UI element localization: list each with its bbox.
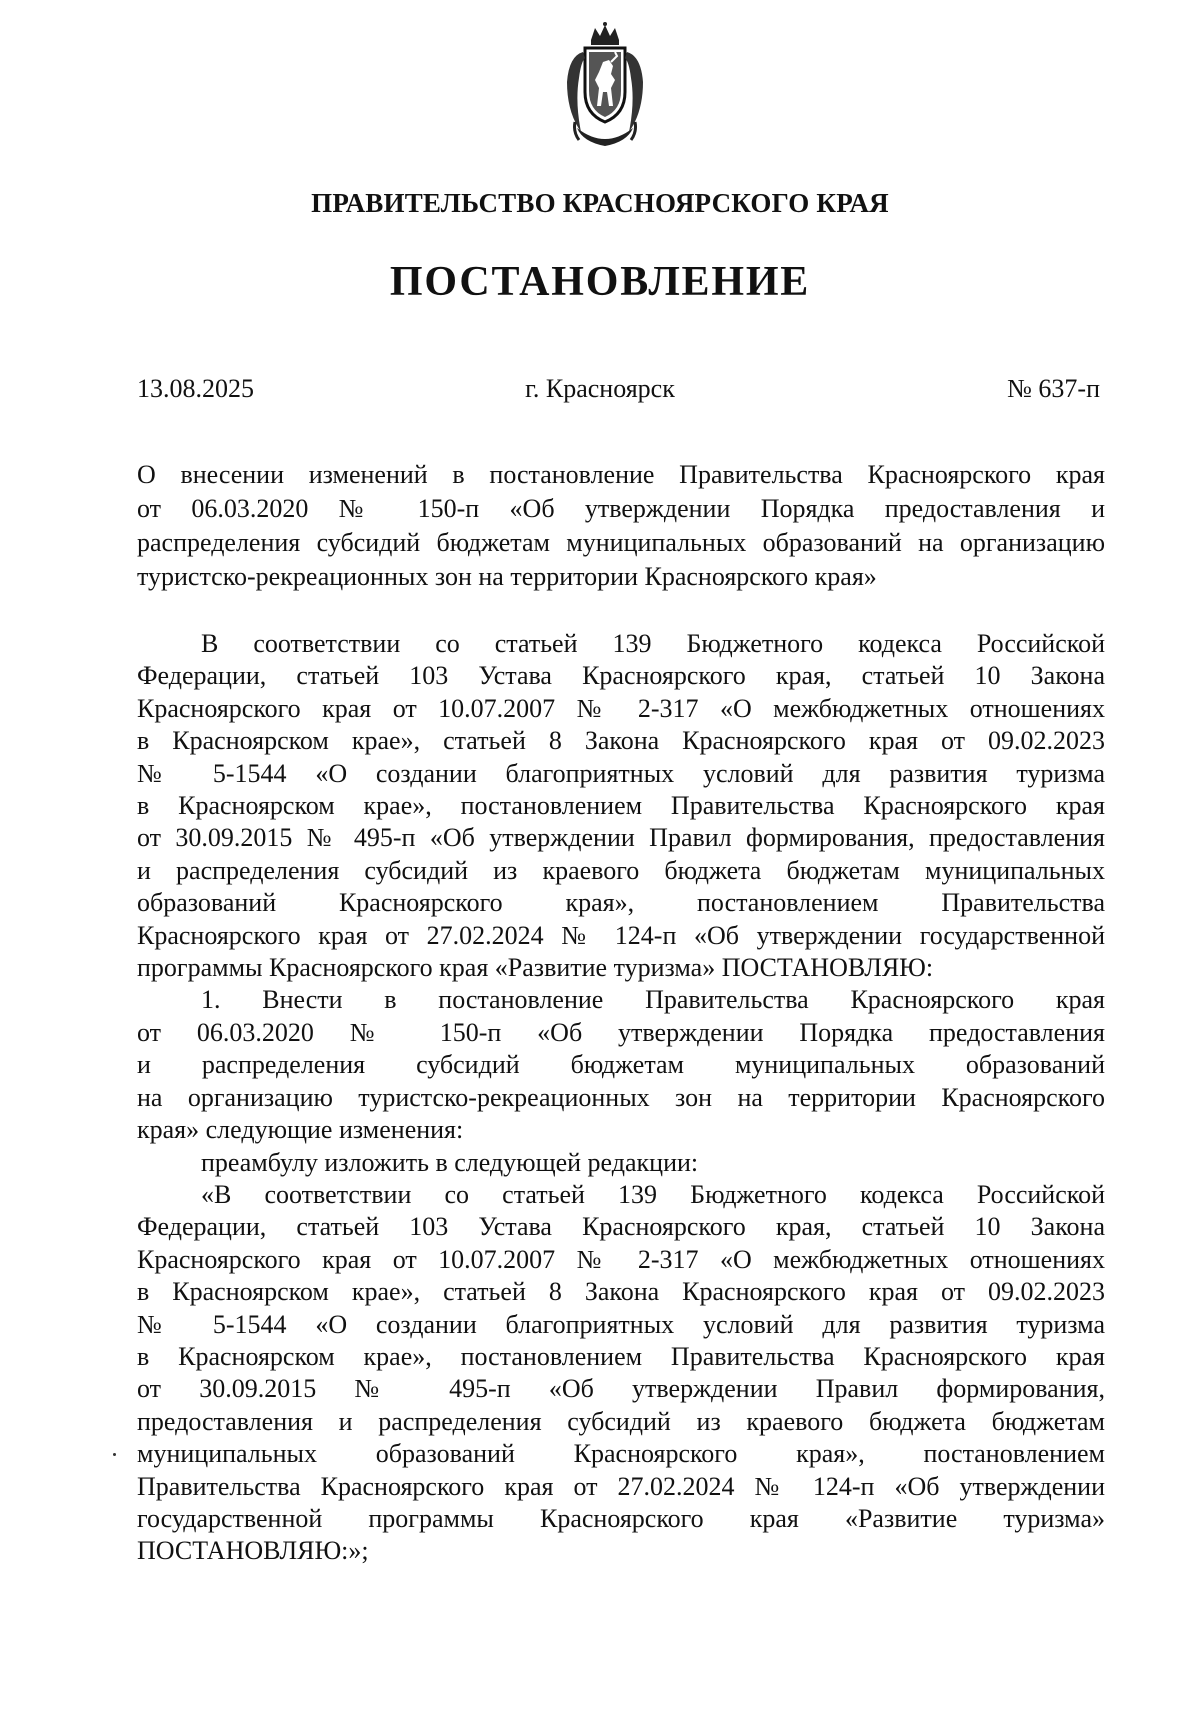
body-line: Красноярского края от 10.07.2007 № 2-317 «О межбюджетных отношениях xyxy=(137,1244,1105,1274)
body-line: В соответствии со статьей 139 Бюджетного кодекса Российской xyxy=(201,629,1105,658)
body-line: образований Красноярского края», постановлением Правительства xyxy=(137,888,1105,918)
scan-artifact-dot xyxy=(113,1453,116,1456)
body-line: и распределения субсидий из краевого бюджета бюджетам муниципальных xyxy=(137,855,1105,885)
document-number: № 637-п xyxy=(1007,374,1100,403)
title-line: туристско-рекреационных зон на территории Красноярского края» xyxy=(137,562,877,591)
body-line: программы Красноярского края «Развитие туризма» ПОСТАНОВЛЯЮ: xyxy=(137,953,934,983)
body-line: края» следующие изменения: xyxy=(137,1115,464,1145)
body-line: от 30.09.2015 № 495-п «Об утверждении Правил формирования, предоставления xyxy=(137,823,1105,853)
body-line: Федерации, статьей 103 Устава Красноярского края, статьей 10 Закона xyxy=(137,661,1105,691)
body-line: на организацию туристско-рекреационных зон на территории Красноярского xyxy=(137,1082,1105,1112)
title-line: О внесении изменений в постановление Правительства Красноярского края xyxy=(137,460,1105,489)
body-line: № 5-1544 «О создании благоприятных условий для развития туризма xyxy=(137,758,1105,788)
document-type: ПОСТАНОВЛЕНИЕ xyxy=(389,259,811,305)
body-line: в Красноярском крае», статьей 8 Закона Красноярского края от 09.02.2023 xyxy=(137,1277,1105,1307)
body-line: 1. Внести в постановление Правительства Красноярского края xyxy=(201,985,1105,1015)
body-line: в Красноярском крае», постановлением Правительства Красноярского края xyxy=(137,791,1105,821)
body-line: № 5-1544 «О создании благоприятных условий для развития туризма xyxy=(137,1309,1105,1339)
body-line: от 06.03.2020 № 150-п «Об утверждении Порядка предоставления xyxy=(137,1017,1105,1047)
body-line: от 30.09.2015 № 495-п «Об утверждении Правил формирования, xyxy=(137,1374,1105,1404)
title-line: от 06.03.2020 № 150-п «Об утверждении Порядка предоставления и xyxy=(137,494,1105,523)
body-line: Федерации, статьей 103 Устава Красноярского края, статьей 10 Закона xyxy=(137,1212,1105,1242)
body-line: Красноярского края от 10.07.2007 № 2-317 «О межбюджетных отношениях xyxy=(137,693,1105,723)
body-line: «В соответствии со статьей 139 Бюджетного кодекса Российской xyxy=(201,1179,1105,1209)
body-line: государственной программы Красноярского края «Развитие туризма» xyxy=(137,1503,1105,1533)
body-line: в Красноярском крае», статьей 8 Закона Красноярского края от 09.02.2023 xyxy=(137,726,1105,756)
body-line: муниципальных образований Красноярского края», постановлением xyxy=(137,1439,1105,1469)
document-city: г. Красноярск xyxy=(525,374,675,403)
title-line: распределения субсидий бюджетам муниципальных образований на организацию xyxy=(137,528,1105,557)
body-line: Правительства Красноярского края от 27.02.2024 № 124-п «Об утверждении xyxy=(137,1471,1105,1501)
body-line: преамбулу изложить в следующей редакции: xyxy=(201,1147,699,1177)
item-1-paragraph xyxy=(137,984,1105,1146)
body-line: ПОСТАНОВЛЯЮ:»; xyxy=(137,1536,369,1566)
preamble-paragraph xyxy=(137,628,1105,984)
body-line: предоставления и распределения субсидий из краевого бюджета бюджетам xyxy=(137,1406,1105,1436)
body-line: в Красноярском крае», постановлением Правительства Красноярского края xyxy=(137,1341,1105,1371)
krasnoyarsk-coat-of-arms-icon xyxy=(555,22,655,154)
document-title xyxy=(137,458,1105,594)
item-1-subparagraph xyxy=(137,1147,1105,1179)
quoted-preamble-paragraph xyxy=(137,1179,1105,1568)
document-body xyxy=(137,628,1105,1568)
document-date: 13.08.2025 xyxy=(137,374,254,403)
body-line: Красноярского края от 27.02.2024 № 124-п «Об утверждении государственной xyxy=(137,920,1105,950)
organization-name: ПРАВИТЕЛЬСТВО КРАСНОЯРСКОГО КРАЯ xyxy=(311,188,889,218)
body-line: и распределения субсидий бюджетам муниципальных образований xyxy=(137,1050,1105,1080)
